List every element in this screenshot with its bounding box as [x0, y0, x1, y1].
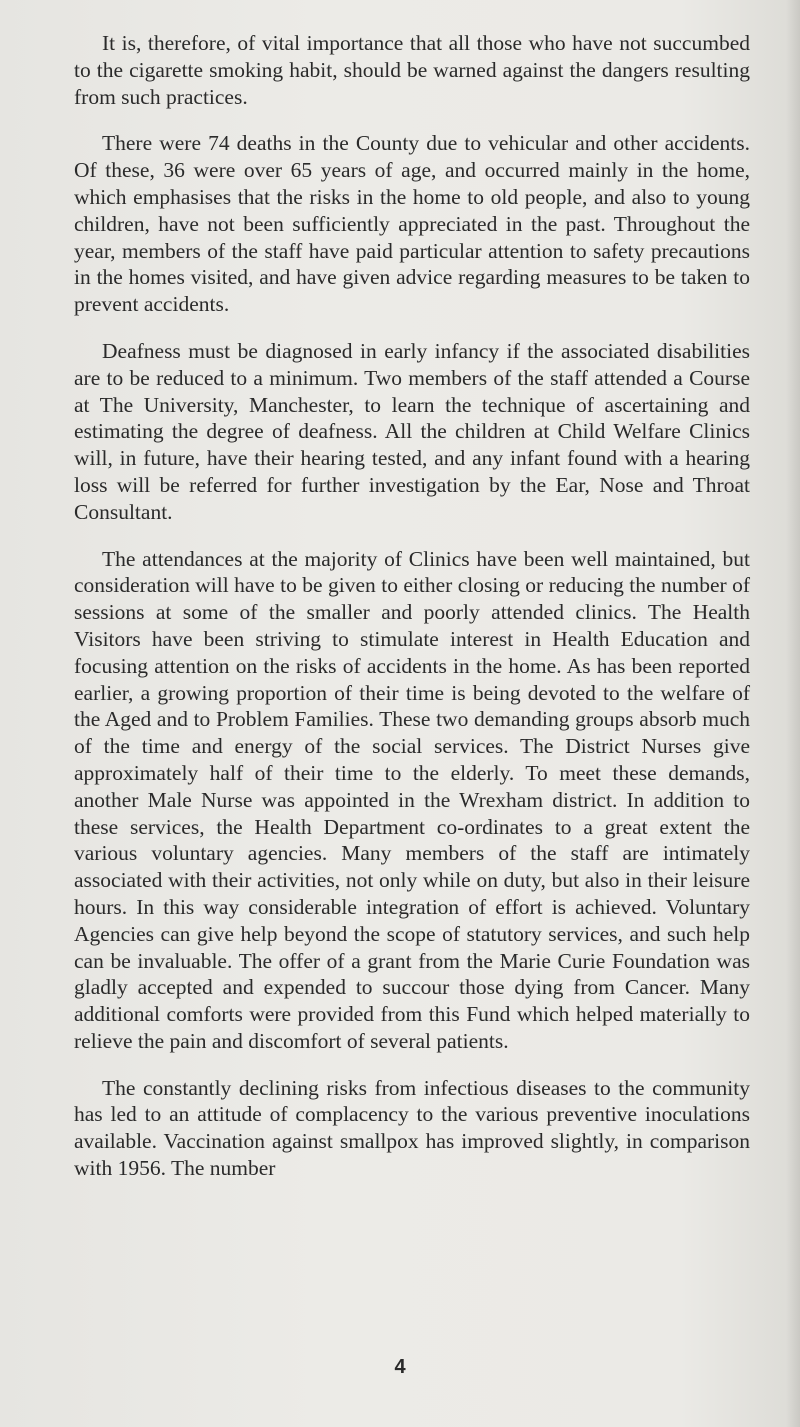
- paragraph-infectious-diseases: The constantly declining risks from infectious diseases to the community has led to an attitude of complacency to the various preventive inoculations available. Vaccination against smallpox has improved slightly, in comparison with 1956. The number: [74, 1075, 750, 1181]
- paragraph-accidents: There were 74 deaths in the County due to vehicular and other accidents. Of these, 36 were over 65 years of age, and occurred mainly in the home, which emphasises that the risks in the home to old people, and also to young children, have not been sufficiently appreciated in the past. Throughout the year, members of the staff have paid particular attention to safety precautions in the homes visited, and have given advice regarding measures to be taken to prevent accidents.: [74, 131, 750, 317]
- body-text: [74, 30, 750, 1202]
- paragraph-clinics: The attendances at the majority of Clinics have been well maintained, but consideration will have to be given to either closing or reducing the number of sessions at some of the smaller and poorly attended clinics. The Health Visitors have been striving to stimulate interest in Health Education and focusing attention on the risks of accidents in the home. As has been reported earlier, a growing proportion of their time is being devoted to the welfare of the Aged and to Problem Families. These two demanding groups absorb much of the time and energy of the social services. The District Nurses give approximately half of their time to the elderly. To meet these demands, another Male Nurse was appointed in the Wrexham district. In addition to these services, the Health Department co-ordinates to a great extent the various voluntary agencies. Many members of the staff are intimately associated with their activities, not only while on duty, but also in their leisure hours. In this way considerable integration of effort is achieved. Voluntary Agencies can give help beyond the scope of statutory services, and such help can be invaluable. The offer of a grant from the Marie Curie Foundation was gladly accepted and expended to succour those dying from Cancer. Many additional comforts were provided from this Fund which helped materially to relieve the pain and discomfort of several patients.: [74, 546, 750, 1053]
- page-edge-shadow: [786, 0, 800, 1427]
- paragraph-smoking-warning: It is, therefore, of vital importance that all those who have not succumbed to the cigarette smoking habit, should be warned against the dangers resulting from such practices.: [74, 31, 750, 109]
- page-number: 4: [394, 1356, 406, 1378]
- paragraph-deafness: Deafness must be diagnosed in early infancy if the associated disabilities are to be reduced to a minimum. Two members of the staff attended a Course at The University, Manchester, to learn the technique of ascertaining and estimating the degree of deafness. All the children at Child Welfare Clinics will, in future, have their hearing tested, and any infant found with a hearing loss will be referred for further investigation by the Ear, Nose and Throat Consultant.: [74, 338, 750, 524]
